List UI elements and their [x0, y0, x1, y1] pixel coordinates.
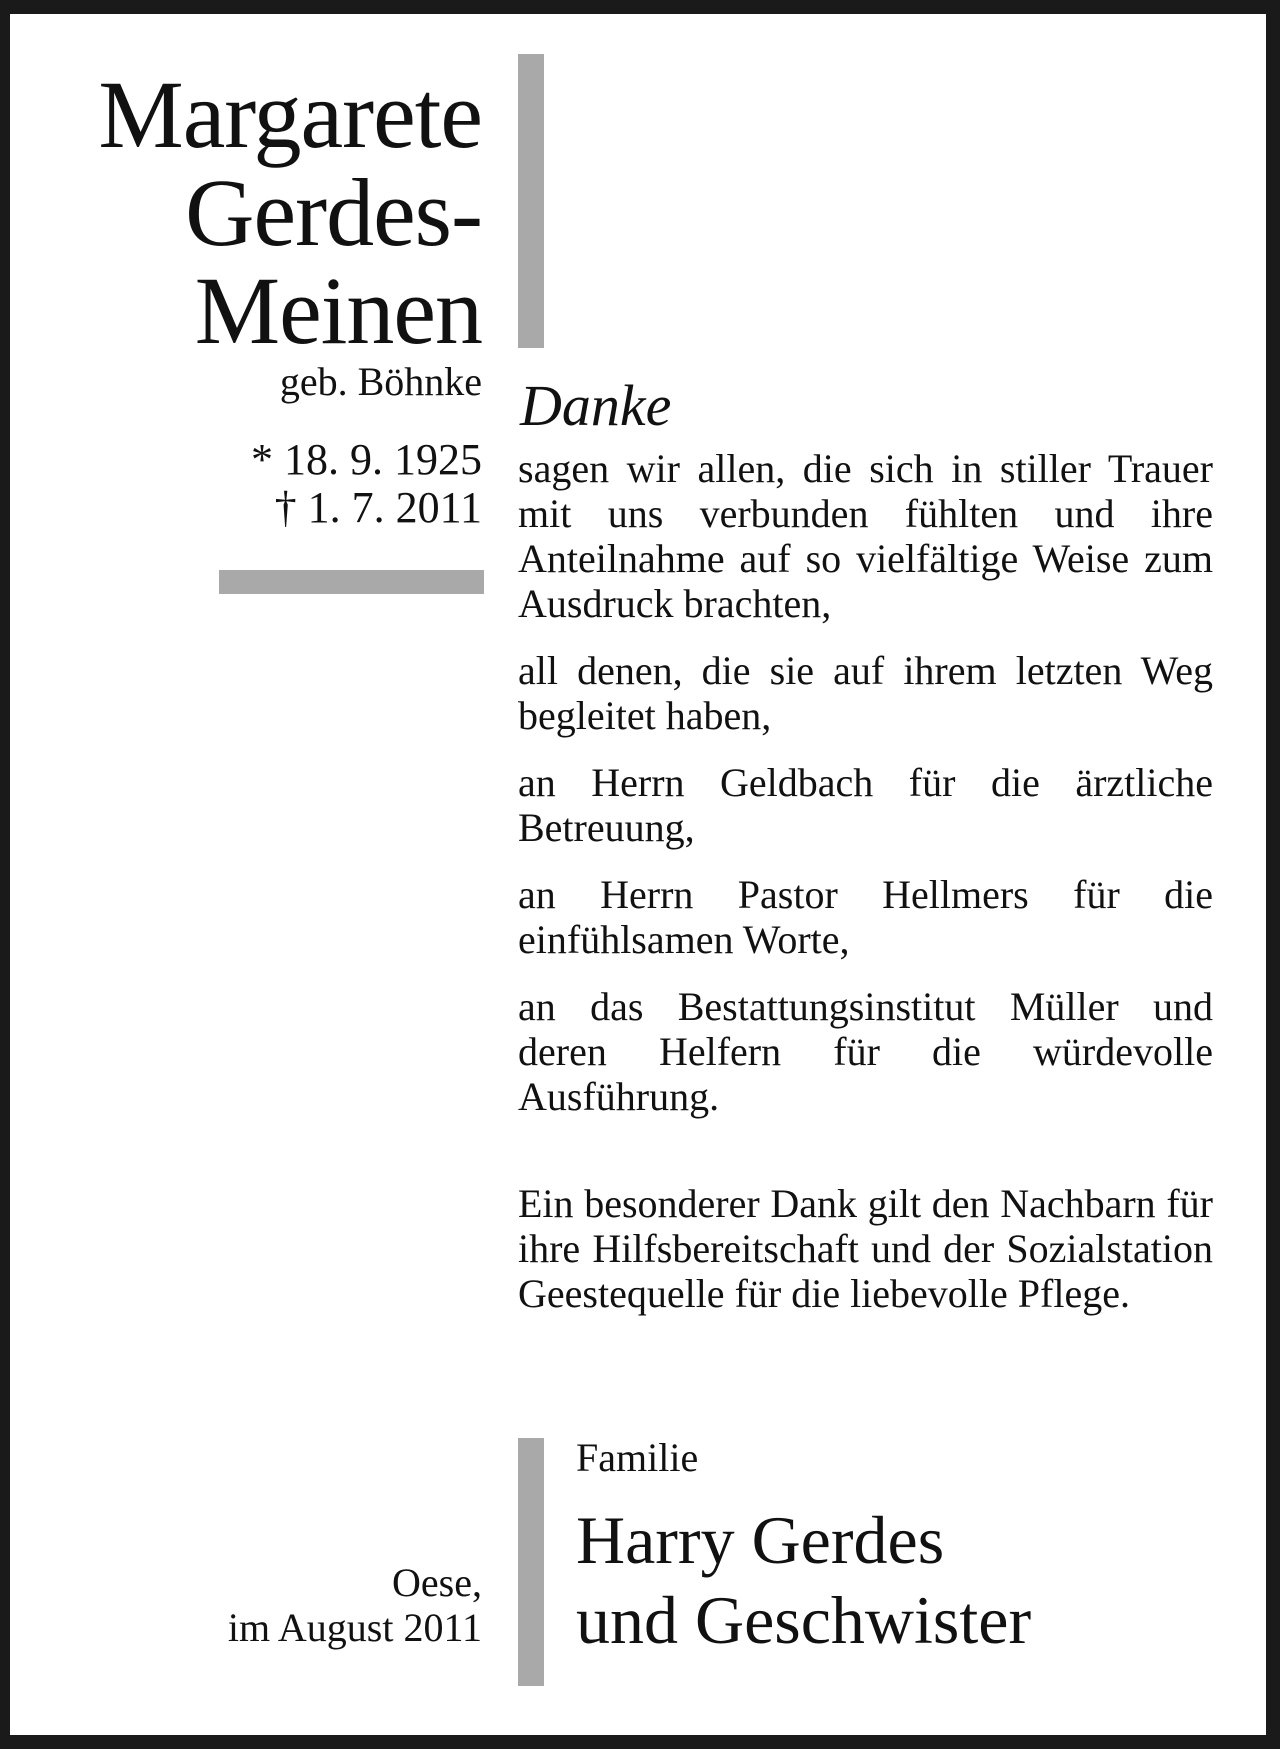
date: im August 2011 [227, 1605, 482, 1650]
horizontal-divider [219, 570, 484, 594]
name-line-2: Gerdes- [185, 159, 482, 266]
name-line-3: Meinen [194, 257, 482, 364]
place-and-date [228, 1560, 482, 1650]
paragraph: sagen wir allen, die sich in stiller Trauer mit uns verbunden fühlten und ihre Anteilnahme auf so vielfältige Weise zum Ausdruck brachten, [518, 446, 1213, 626]
vertical-divider-top [518, 54, 544, 348]
family-label: Familie [576, 1435, 699, 1480]
place: Oese, [392, 1560, 482, 1605]
paragraph: an Herrn Pastor Hellmers für die einfühlsamen Worte, [518, 872, 1213, 962]
family-name-line-2: und Geschwister [576, 1582, 1032, 1658]
paragraph: an das Bestattungsinstitut Müller und deren Helfern für die würdevolle Ausführung. [518, 984, 1213, 1119]
paragraph: an Herrn Geldbach für die ärztliche Betreuung, [518, 760, 1213, 850]
family-name-line-1: Harry Gerdes [576, 1502, 945, 1578]
thanks-heading: Danke [520, 373, 672, 438]
vertical-divider-bottom [518, 1438, 544, 1686]
maiden-name: geb. Böhnke [279, 359, 482, 404]
paragraph: all denen, die sie auf ihrem letzten Weg begleitet haben, [518, 648, 1213, 738]
death-date: † 1. 7. 2011 [274, 483, 482, 532]
life-dates [251, 436, 482, 532]
deceased-name [98, 61, 482, 364]
name-line-1: Margarete [98, 61, 482, 168]
birth-date: * 18. 9. 1925 [251, 435, 482, 484]
family-names [576, 1500, 1031, 1660]
special-thanks: Ein besonderer Dank gilt den Nachbarn für ihre Hilfsbereitschaft und der Sozialstation Geestequelle für die liebevolle Pflege. [518, 1181, 1213, 1316]
thanks-text [518, 446, 1213, 1338]
